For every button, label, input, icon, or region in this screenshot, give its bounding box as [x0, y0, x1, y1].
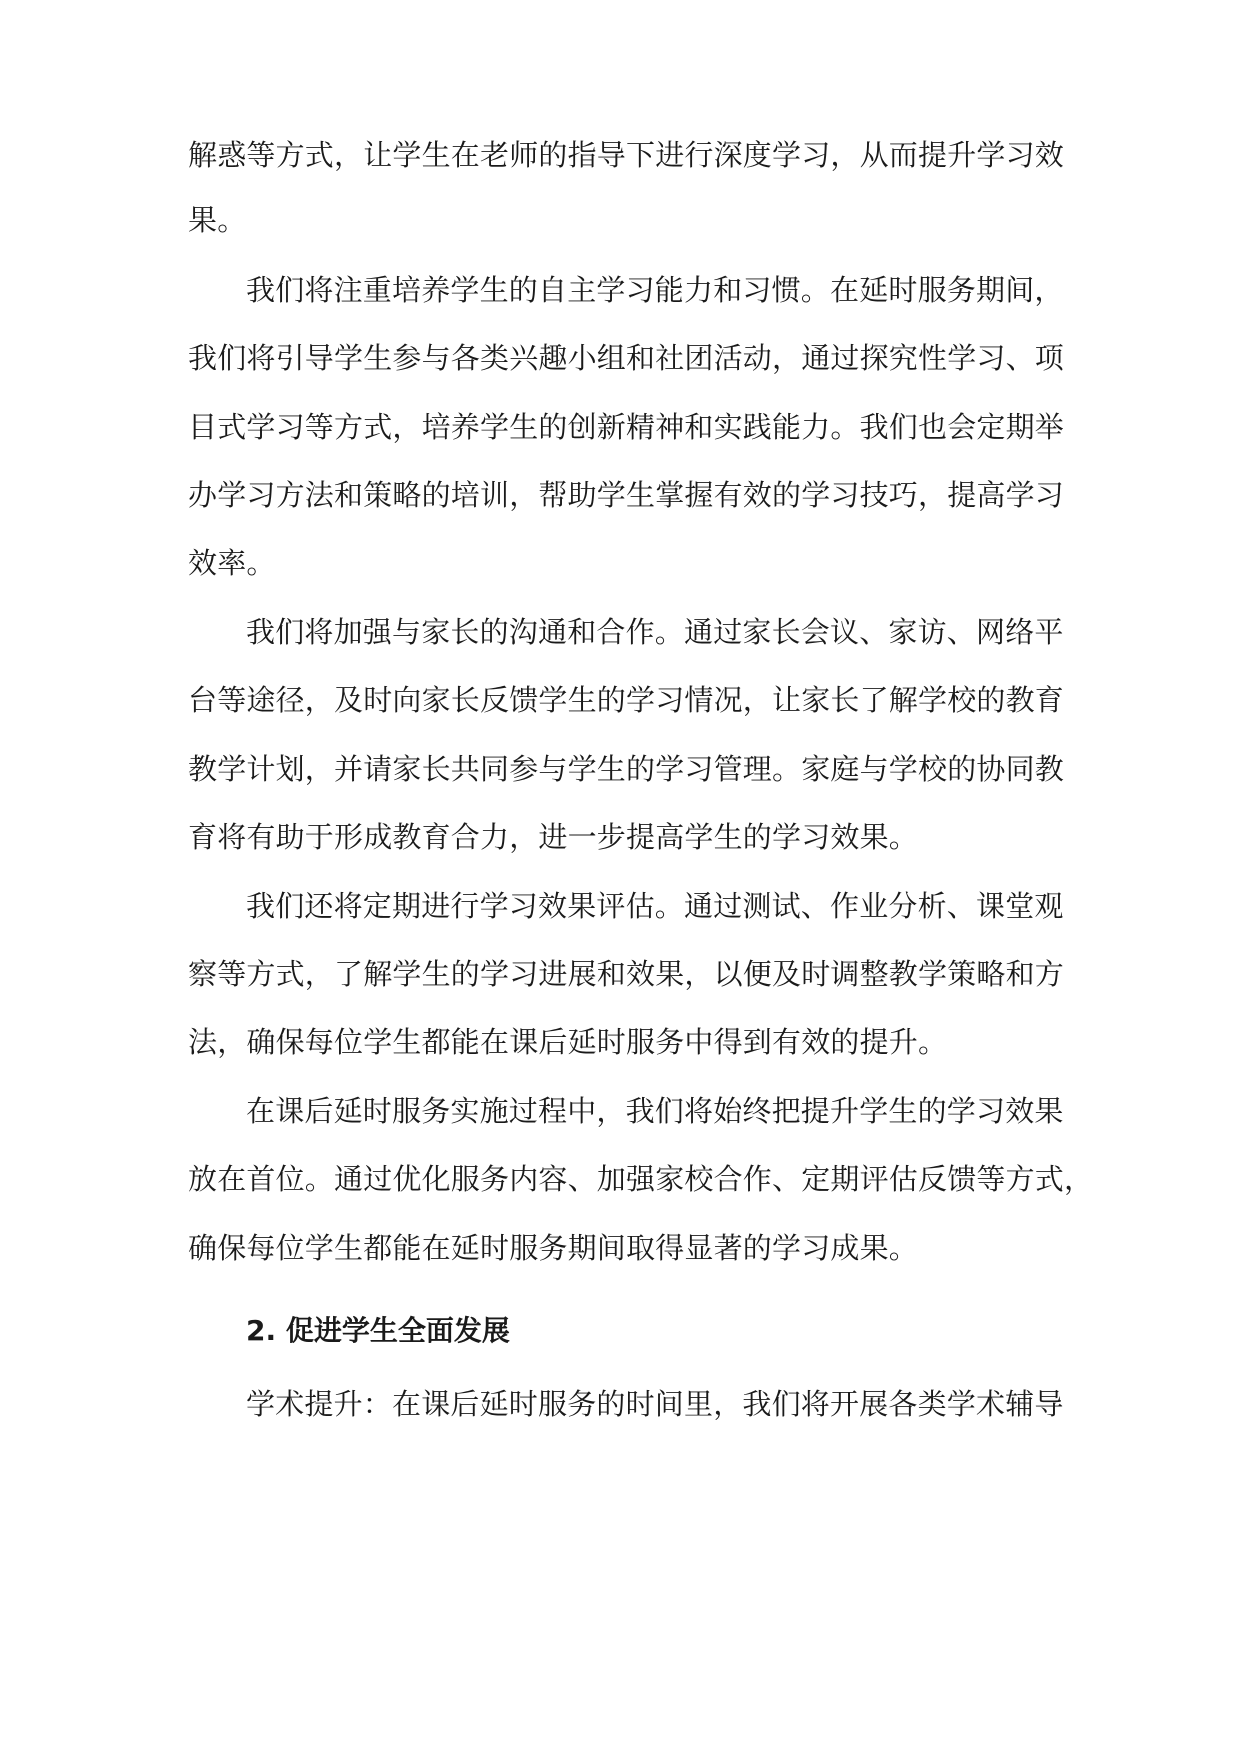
paragraph-line: 办学习方法和策略的培训，帮助学生掌握有效的学习技巧，提高学习 — [188, 478, 1065, 512]
paragraph-line: 学术提升：在课后延时服务的时间里，我们将开展各类学术辅导 — [246, 1387, 1064, 1421]
paragraph-line: 确保每位学生都能在延时服务期间取得显著的学习成果。 — [188, 1231, 919, 1265]
paragraph-line: 法，确保每位学生都能在课后延时服务中得到有效的提升。 — [188, 1025, 948, 1059]
paragraph-line: 我们将加强与家长的沟通和合作。通过家长会议、家访、网络平 — [246, 615, 1064, 649]
paragraph-line: 台等途径，及时向家长反馈学生的学习情况，让家长了解学校的教育 — [188, 683, 1065, 717]
paragraph-line: 在课后延时服务实施过程中，我们将始终把提升学生的学习效果 — [246, 1094, 1064, 1128]
section-heading: 2. 促进学生全面发展 — [246, 1314, 510, 1347]
paragraph-line: 放在首位。通过优化服务内容、加强家校合作、定期评估反馈等方式， — [188, 1162, 1094, 1196]
paragraph-line: 我们将注重培养学生的自主学习能力和习惯。在延时服务期间， — [246, 273, 1064, 307]
paragraph-line: 教学计划，并请家长共同参与学生的学习管理。家庭与学校的协同教 — [188, 752, 1065, 786]
paragraph-line: 解惑等方式，让学生在老师的指导下进行深度学习，从而提升学习效 — [188, 138, 1065, 172]
paragraph-line: 我们将引导学生参与各类兴趣小组和社团活动，通过探究性学习、项 — [188, 341, 1065, 375]
paragraph-line: 效率。 — [188, 546, 276, 580]
paragraph-line: 我们还将定期进行学习效果评估。通过测试、作业分析、课堂观 — [246, 889, 1064, 923]
paragraph-line: 果。 — [188, 203, 247, 237]
paragraph-line: 育将有助于形成教育合力，进一步提高学生的学习效果。 — [188, 820, 919, 854]
paragraph-line: 目式学习等方式，培养学生的创新精神和实践能力。我们也会定期举 — [188, 410, 1065, 444]
paragraph-line: 察等方式，了解学生的学习进展和效果，以便及时调整教学策略和方 — [188, 957, 1065, 991]
